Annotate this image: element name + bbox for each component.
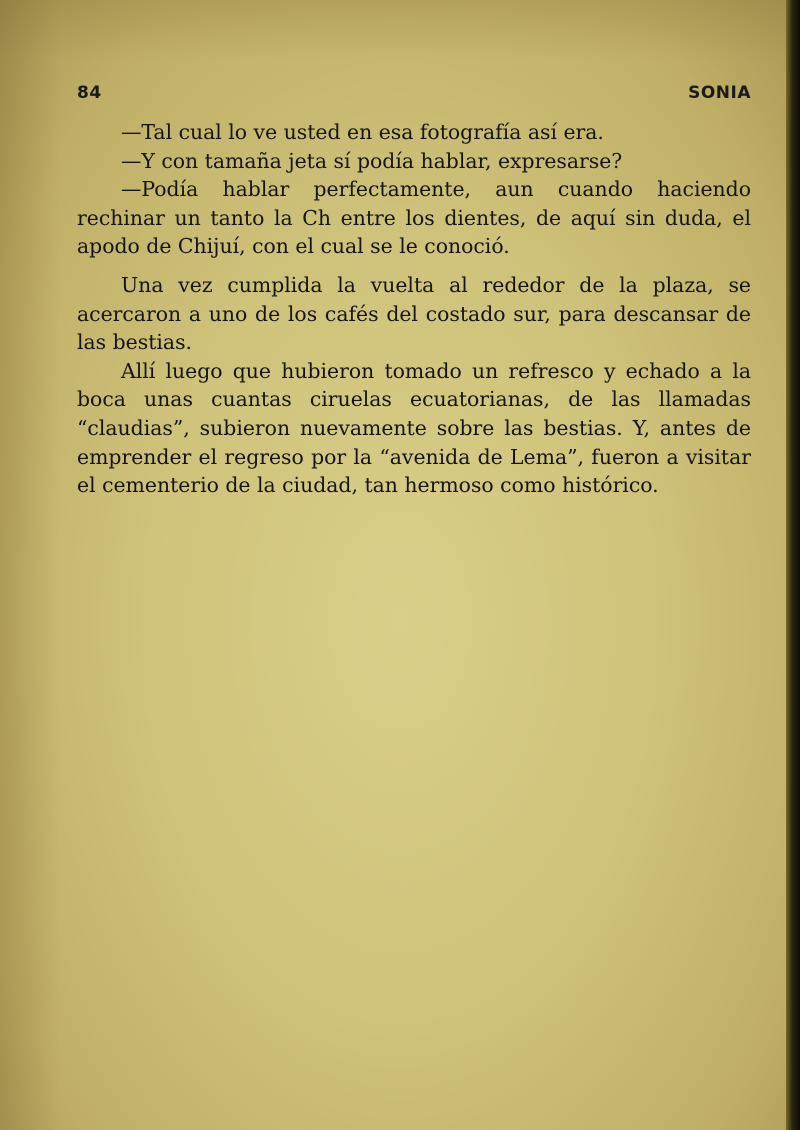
body-text <box>77 118 751 500</box>
running-head <box>77 83 751 107</box>
paragraph: Una vez cumplida la vuelta al rededor de la plaza, se acercaron a uno de los cafés del costado sur, para descansar de las bestias. <box>77 272 751 355</box>
paragraph: —Podía hablar perfectamente, aun cuando haciendo rechinar un tanto la Ch entre los dientes, de aquí sin duda, el apodo de Chijuí, con el cual se le conoció. <box>77 177 751 259</box>
page-left-shading <box>0 0 60 1130</box>
paragraph: —Tal cual lo ve usted en esa fotografía así era. <box>121 120 604 144</box>
paragraph: —Y con tamaña jeta sí podía hablar, expresarse? <box>121 148 623 173</box>
book-title: SONIA <box>688 83 751 103</box>
page-top-shading <box>0 0 800 60</box>
page-number: 84 <box>77 83 102 103</box>
page-binding-edge <box>786 0 800 1130</box>
paragraph: Allí luego que hubieron tomado un refresco y echado a la boca unas cuantas ciruelas ecuatorianas, de las llamadas “claudias”, subieron nuevamente sobre las bestias. Y, antes de emprender el regreso por la “avenida de Lema”, fueron a visitar el cementerio de la ciudad, tan hermoso como histórico. <box>77 358 751 498</box>
